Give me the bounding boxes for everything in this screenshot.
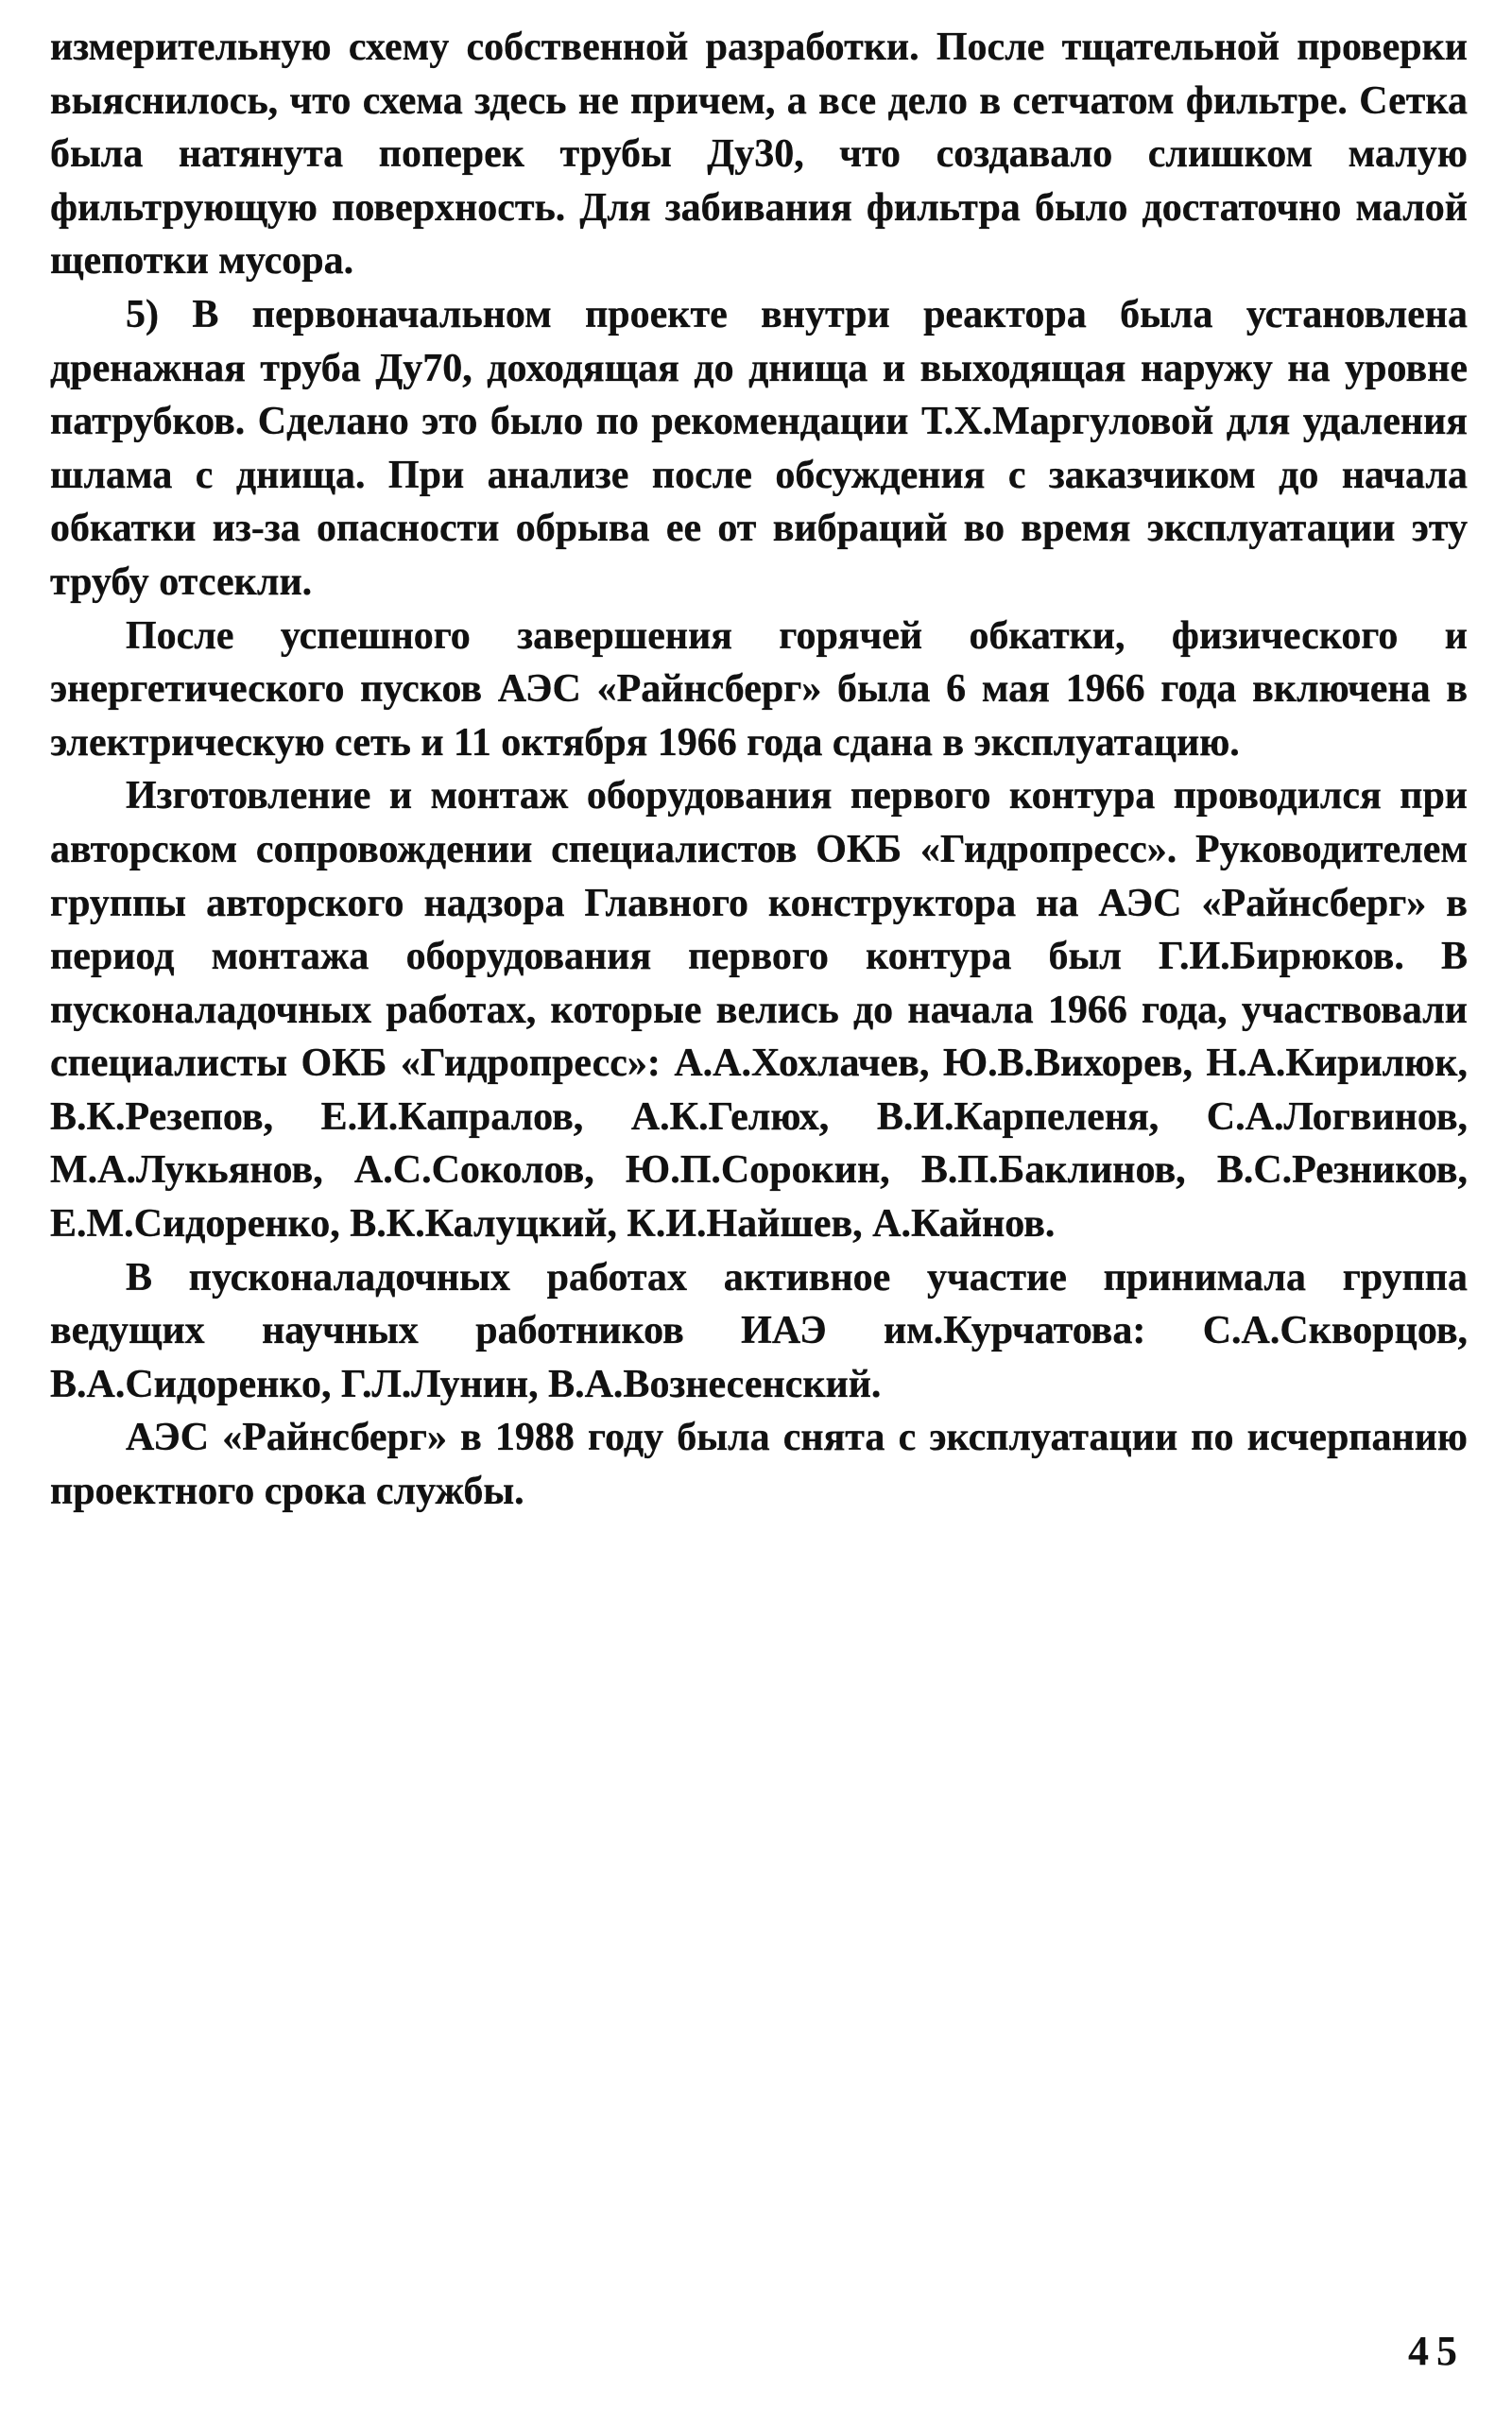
paragraph-specialists: Изготовление и монтаж оборудования первого контура проводился при авторском сопровождении специалистов ОКБ «Гидропресс». Руководителем группы авторского надзора Главного конструктора на АЭС «Райнсберг» в период монтажа оборудования первого контура был Г.И.Бирюков. В пусконаладочных работах, которые велись до начала 1966 года, участвовали специалисты ОКБ «Гидропресс»: А.А.Хохлачев, Ю.В.Вихорев, Н.А.Кирилюк, В.К.Резепов, Е.И.Капралов, А.К.Гелюх, В.И.Карпеленя, С.А.Логвинов, М.А.Лукьянов, А.С.Соколов, Ю.П.Сорокин, В.П.Баклинов, В.С.Резников, Е.М.Сидоренко, В.К.Калуцкий, К.И.Найшев, А.Кайнов. — [50, 774, 1468, 1247]
paragraph-drain-pipe: 5) В первоначальном проекте внутри реактора была установлена дренажная труба Ду70, доходящая до днища и выходящая наружу на уровне патрубков. Сделано это было по рекомендации Т.Х.Маргуловой для удаления шлама с днища. При анализе после обсуждения с заказчиком до начала обкатки из-за опасности обрыва ее от вибраций во время эксплуатации эту трубу отсекли. — [50, 292, 1468, 604]
paragraph-kurchatov-group: В пусконаладочных работах активное участие принимала группа ведущих научных работников ИАЭ им.Курчатова: С.А.Скворцов, В.А.Сидоренко, Г.Л.Лунин, В.А.Вознесенский. — [50, 1255, 1468, 1406]
page-number: 45 — [1408, 2328, 1465, 2374]
page-body — [50, 21, 1468, 1519]
paragraph-filter-issue: измерительную схему собственной разработки. После тщательной проверки выяснилось, что схема здесь не причем, а все дело в сетчатом фильтре. Сетка была натянута поперек трубы Ду30, что создавало слишком малую фильтрующую поверхность. Для забивания фильтра было достаточно малой щепотки мусора. — [50, 26, 1468, 284]
paragraph-decommissioning: АЭС «Райнсберг» в 1988 году была снята с эксплуатации по исчерпанию проектного срока службы. — [50, 1416, 1468, 1514]
paragraph-commissioning: После успешного завершения горячей обкатки, физического и энергетического пусков АЭС «Райнсберг» была 6 мая 1966 года включена в электрическую сеть и 11 октября 1966 года сдана в эксплуатацию. — [50, 613, 1468, 765]
